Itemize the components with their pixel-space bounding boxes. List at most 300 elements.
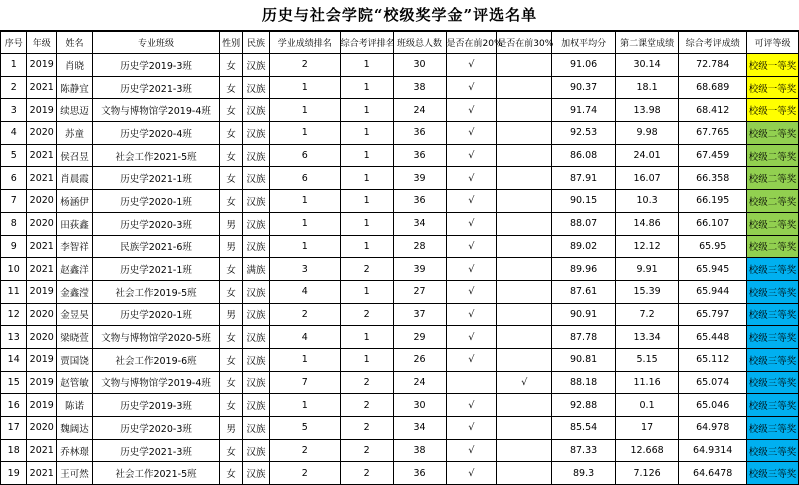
cell-top20: √ bbox=[446, 280, 497, 303]
header-cell: 民族 bbox=[243, 32, 269, 54]
cell-award-level: 校级三等奖 bbox=[747, 462, 799, 485]
cell-top30 bbox=[497, 167, 552, 190]
cell-class-size: 39 bbox=[393, 167, 446, 190]
cell-grade: 2019 bbox=[27, 99, 57, 122]
cell-class-size: 36 bbox=[393, 190, 446, 213]
cell-top30 bbox=[497, 235, 552, 258]
cell-grade: 2021 bbox=[27, 235, 57, 258]
table-row bbox=[1, 348, 799, 371]
page-title: 历史与社会学院“校级奖学金”评选名单 bbox=[0, 0, 799, 31]
header-cell: 序号 bbox=[1, 32, 27, 54]
cell-gender: 女 bbox=[220, 258, 243, 281]
cell-weighted-average: 92.53 bbox=[552, 122, 616, 145]
cell-name: 陈静宜 bbox=[57, 76, 93, 99]
cell-index: 2 bbox=[1, 76, 27, 99]
cell-top20: √ bbox=[446, 144, 497, 167]
cell-name: 肖晨霞 bbox=[57, 167, 93, 190]
cell-index: 19 bbox=[1, 462, 27, 485]
header-cell: 综合考评排名 bbox=[340, 32, 393, 54]
cell-top20: √ bbox=[446, 54, 497, 77]
table-row bbox=[1, 212, 799, 235]
cell-second-classroom-score: 13.98 bbox=[615, 99, 679, 122]
cell-overall-score: 68.412 bbox=[679, 99, 747, 122]
cell-second-classroom-score: 30.14 bbox=[615, 54, 679, 77]
cell-ethnicity: 汉族 bbox=[243, 417, 269, 440]
cell-gender: 女 bbox=[220, 348, 243, 371]
table-row bbox=[1, 326, 799, 349]
cell-overall-score: 67.459 bbox=[679, 144, 747, 167]
cell-ethnicity: 汉族 bbox=[243, 303, 269, 326]
table-row bbox=[1, 417, 799, 440]
cell-top30 bbox=[497, 190, 552, 213]
cell-overall-rank: 1 bbox=[340, 76, 393, 99]
cell-class-size: 36 bbox=[393, 122, 446, 145]
cell-top30 bbox=[497, 394, 552, 417]
cell-weighted-average: 90.15 bbox=[552, 190, 616, 213]
cell-second-classroom-score: 9.91 bbox=[615, 258, 679, 281]
cell-top20: √ bbox=[446, 348, 497, 371]
cell-grade: 2020 bbox=[27, 326, 57, 349]
cell-top30 bbox=[497, 212, 552, 235]
cell-ethnicity: 汉族 bbox=[243, 167, 269, 190]
header-cell: 专业班级 bbox=[93, 32, 220, 54]
cell-overall-rank: 2 bbox=[340, 258, 393, 281]
cell-index: 3 bbox=[1, 99, 27, 122]
cell-top20: √ bbox=[446, 462, 497, 485]
cell-award-level: 校级一等奖 bbox=[747, 99, 799, 122]
header-cell: 年级 bbox=[27, 32, 57, 54]
cell-academic-rank: 2 bbox=[269, 439, 340, 462]
cell-top30 bbox=[497, 54, 552, 77]
cell-overall-score: 66.195 bbox=[679, 190, 747, 213]
cell-overall-rank: 1 bbox=[340, 190, 393, 213]
cell-second-classroom-score: 7.126 bbox=[615, 462, 679, 485]
cell-name: 侯召昱 bbox=[57, 144, 93, 167]
cell-gender: 女 bbox=[220, 439, 243, 462]
cell-name: 梁晓萱 bbox=[57, 326, 93, 349]
cell-weighted-average: 87.78 bbox=[552, 326, 616, 349]
cell-weighted-average: 92.88 bbox=[552, 394, 616, 417]
cell-overall-rank: 2 bbox=[340, 439, 393, 462]
cell-overall-score: 65.945 bbox=[679, 258, 747, 281]
cell-top30 bbox=[497, 439, 552, 462]
cell-ethnicity: 汉族 bbox=[243, 212, 269, 235]
table-row bbox=[1, 54, 799, 77]
cell-name: 金昱昊 bbox=[57, 303, 93, 326]
cell-ethnicity: 汉族 bbox=[243, 371, 269, 394]
scholarship-table bbox=[0, 31, 799, 485]
cell-class-size: 29 bbox=[393, 326, 446, 349]
cell-ethnicity: 汉族 bbox=[243, 326, 269, 349]
cell-major-class: 文物与博物馆学2019-4班 bbox=[93, 371, 220, 394]
cell-award-level: 校级二等奖 bbox=[747, 144, 799, 167]
cell-academic-rank: 1 bbox=[269, 190, 340, 213]
cell-grade: 2019 bbox=[27, 280, 57, 303]
cell-class-size: 24 bbox=[393, 99, 446, 122]
cell-top20: √ bbox=[446, 212, 497, 235]
table-row bbox=[1, 190, 799, 213]
header-cell: 可评等级 bbox=[747, 32, 799, 54]
cell-gender: 女 bbox=[220, 144, 243, 167]
cell-weighted-average: 91.06 bbox=[552, 54, 616, 77]
cell-class-size: 27 bbox=[393, 280, 446, 303]
cell-weighted-average: 89.3 bbox=[552, 462, 616, 485]
cell-name: 苏童 bbox=[57, 122, 93, 145]
cell-gender: 女 bbox=[220, 167, 243, 190]
cell-academic-rank: 4 bbox=[269, 280, 340, 303]
cell-name: 魏阔达 bbox=[57, 417, 93, 440]
cell-class-size: 38 bbox=[393, 76, 446, 99]
cell-index: 17 bbox=[1, 417, 27, 440]
cell-gender: 男 bbox=[220, 212, 243, 235]
cell-academic-rank: 5 bbox=[269, 417, 340, 440]
cell-award-level: 校级二等奖 bbox=[747, 167, 799, 190]
cell-gender: 女 bbox=[220, 394, 243, 417]
cell-gender: 男 bbox=[220, 303, 243, 326]
table-row bbox=[1, 122, 799, 145]
cell-overall-score: 66.358 bbox=[679, 167, 747, 190]
cell-overall-score: 64.978 bbox=[679, 417, 747, 440]
cell-major-class: 历史学2020-3班 bbox=[93, 417, 220, 440]
cell-award-level: 校级三等奖 bbox=[747, 258, 799, 281]
cell-weighted-average: 90.37 bbox=[552, 76, 616, 99]
cell-academic-rank: 1 bbox=[269, 394, 340, 417]
cell-weighted-average: 91.74 bbox=[552, 99, 616, 122]
cell-top20: √ bbox=[446, 99, 497, 122]
cell-index: 6 bbox=[1, 167, 27, 190]
cell-weighted-average: 87.33 bbox=[552, 439, 616, 462]
cell-grade: 2019 bbox=[27, 54, 57, 77]
cell-overall-score: 65.448 bbox=[679, 326, 747, 349]
cell-major-class: 社会工作2019-5班 bbox=[93, 280, 220, 303]
cell-award-level: 校级三等奖 bbox=[747, 439, 799, 462]
header-cell: 加权平均分 bbox=[552, 32, 616, 54]
cell-gender: 女 bbox=[220, 326, 243, 349]
header-cell: 学业成绩排名 bbox=[269, 32, 340, 54]
cell-class-size: 36 bbox=[393, 144, 446, 167]
cell-second-classroom-score: 5.15 bbox=[615, 348, 679, 371]
cell-ethnicity: 满族 bbox=[243, 258, 269, 281]
cell-top20: √ bbox=[446, 167, 497, 190]
cell-award-level: 校级三等奖 bbox=[747, 303, 799, 326]
table-row bbox=[1, 439, 799, 462]
cell-index: 4 bbox=[1, 122, 27, 145]
cell-index: 10 bbox=[1, 258, 27, 281]
cell-weighted-average: 89.96 bbox=[552, 258, 616, 281]
cell-ethnicity: 汉族 bbox=[243, 280, 269, 303]
table-row bbox=[1, 235, 799, 258]
cell-index: 11 bbox=[1, 280, 27, 303]
cell-overall-rank: 1 bbox=[340, 212, 393, 235]
cell-ethnicity: 汉族 bbox=[243, 235, 269, 258]
cell-ethnicity: 汉族 bbox=[243, 122, 269, 145]
cell-major-class: 历史学2020-4班 bbox=[93, 122, 220, 145]
cell-top20 bbox=[446, 371, 497, 394]
cell-weighted-average: 89.02 bbox=[552, 235, 616, 258]
cell-major-class: 社会工作2021-5班 bbox=[93, 462, 220, 485]
cell-second-classroom-score: 10.3 bbox=[615, 190, 679, 213]
cell-top30 bbox=[497, 99, 552, 122]
cell-index: 7 bbox=[1, 190, 27, 213]
cell-weighted-average: 86.08 bbox=[552, 144, 616, 167]
cell-top20: √ bbox=[446, 394, 497, 417]
cell-academic-rank: 1 bbox=[269, 348, 340, 371]
cell-top30 bbox=[497, 417, 552, 440]
cell-class-size: 37 bbox=[393, 303, 446, 326]
cell-overall-score: 64.6478 bbox=[679, 462, 747, 485]
cell-grade: 2020 bbox=[27, 122, 57, 145]
cell-index: 15 bbox=[1, 371, 27, 394]
cell-award-level: 校级三等奖 bbox=[747, 371, 799, 394]
table-row bbox=[1, 99, 799, 122]
cell-top30 bbox=[497, 280, 552, 303]
cell-overall-rank: 2 bbox=[340, 371, 393, 394]
cell-top20: √ bbox=[446, 235, 497, 258]
table-row bbox=[1, 371, 799, 394]
cell-grade: 2019 bbox=[27, 348, 57, 371]
cell-ethnicity: 汉族 bbox=[243, 144, 269, 167]
cell-overall-rank: 1 bbox=[340, 348, 393, 371]
cell-weighted-average: 87.61 bbox=[552, 280, 616, 303]
cell-class-size: 24 bbox=[393, 371, 446, 394]
table-row bbox=[1, 76, 799, 99]
cell-weighted-average: 88.18 bbox=[552, 371, 616, 394]
cell-overall-score: 65.797 bbox=[679, 303, 747, 326]
cell-overall-rank: 1 bbox=[340, 99, 393, 122]
cell-academic-rank: 1 bbox=[269, 212, 340, 235]
cell-academic-rank: 1 bbox=[269, 99, 340, 122]
cell-top30 bbox=[497, 303, 552, 326]
cell-second-classroom-score: 7.2 bbox=[615, 303, 679, 326]
cell-name: 赵管敏 bbox=[57, 371, 93, 394]
cell-overall-score: 66.107 bbox=[679, 212, 747, 235]
cell-top30 bbox=[497, 122, 552, 145]
cell-weighted-average: 85.54 bbox=[552, 417, 616, 440]
cell-second-classroom-score: 18.1 bbox=[615, 76, 679, 99]
cell-weighted-average: 90.91 bbox=[552, 303, 616, 326]
cell-name: 乔林璟 bbox=[57, 439, 93, 462]
cell-ethnicity: 汉族 bbox=[243, 54, 269, 77]
table-row bbox=[1, 462, 799, 485]
cell-second-classroom-score: 12.668 bbox=[615, 439, 679, 462]
table-row bbox=[1, 280, 799, 303]
cell-academic-rank: 3 bbox=[269, 258, 340, 281]
header-cell: 综合考评成绩 bbox=[679, 32, 747, 54]
cell-ethnicity: 汉族 bbox=[243, 190, 269, 213]
cell-second-classroom-score: 17 bbox=[615, 417, 679, 440]
cell-award-level: 校级二等奖 bbox=[747, 212, 799, 235]
cell-overall-rank: 1 bbox=[340, 280, 393, 303]
cell-index: 12 bbox=[1, 303, 27, 326]
cell-second-classroom-score: 15.39 bbox=[615, 280, 679, 303]
cell-academic-rank: 1 bbox=[269, 235, 340, 258]
cell-academic-rank: 2 bbox=[269, 303, 340, 326]
cell-grade: 2020 bbox=[27, 212, 57, 235]
cell-overall-rank: 1 bbox=[340, 167, 393, 190]
cell-major-class: 文物与博物馆学2020-5班 bbox=[93, 326, 220, 349]
header-cell: 班级总人数 bbox=[393, 32, 446, 54]
cell-major-class: 文物与博物馆学2019-4班 bbox=[93, 99, 220, 122]
cell-overall-score: 67.765 bbox=[679, 122, 747, 145]
cell-name: 王可然 bbox=[57, 462, 93, 485]
cell-top20: √ bbox=[446, 417, 497, 440]
cell-overall-score: 65.95 bbox=[679, 235, 747, 258]
cell-overall-rank: 2 bbox=[340, 394, 393, 417]
table-row bbox=[1, 167, 799, 190]
cell-overall-score: 72.784 bbox=[679, 54, 747, 77]
header-cell: 第二课堂成绩 bbox=[615, 32, 679, 54]
cell-academic-rank: 2 bbox=[269, 462, 340, 485]
cell-second-classroom-score: 11.16 bbox=[615, 371, 679, 394]
cell-award-level: 校级三等奖 bbox=[747, 348, 799, 371]
cell-ethnicity: 汉族 bbox=[243, 348, 269, 371]
cell-class-size: 39 bbox=[393, 258, 446, 281]
cell-overall-rank: 1 bbox=[340, 54, 393, 77]
cell-award-level: 校级一等奖 bbox=[747, 54, 799, 77]
cell-gender: 女 bbox=[220, 371, 243, 394]
cell-overall-rank: 1 bbox=[340, 235, 393, 258]
cell-major-class: 历史学2021-3班 bbox=[93, 76, 220, 99]
cell-overall-score: 65.944 bbox=[679, 280, 747, 303]
cell-major-class: 历史学2021-1班 bbox=[93, 167, 220, 190]
cell-top20: √ bbox=[446, 303, 497, 326]
cell-academic-rank: 4 bbox=[269, 326, 340, 349]
cell-index: 1 bbox=[1, 54, 27, 77]
cell-second-classroom-score: 16.07 bbox=[615, 167, 679, 190]
cell-index: 18 bbox=[1, 439, 27, 462]
cell-top20: √ bbox=[446, 326, 497, 349]
cell-major-class: 历史学2020-1班 bbox=[93, 303, 220, 326]
cell-academic-rank: 1 bbox=[269, 122, 340, 145]
cell-ethnicity: 汉族 bbox=[243, 99, 269, 122]
cell-overall-score: 64.9314 bbox=[679, 439, 747, 462]
cell-top20: √ bbox=[446, 122, 497, 145]
cell-major-class: 历史学2019-3班 bbox=[93, 394, 220, 417]
cell-second-classroom-score: 12.12 bbox=[615, 235, 679, 258]
cell-award-level: 校级三等奖 bbox=[747, 394, 799, 417]
cell-ethnicity: 汉族 bbox=[243, 462, 269, 485]
cell-award-level: 校级一等奖 bbox=[747, 76, 799, 99]
cell-class-size: 34 bbox=[393, 212, 446, 235]
cell-academic-rank: 6 bbox=[269, 144, 340, 167]
cell-award-level: 校级三等奖 bbox=[747, 280, 799, 303]
cell-gender: 男 bbox=[220, 235, 243, 258]
cell-award-level: 校级三等奖 bbox=[747, 326, 799, 349]
cell-index: 13 bbox=[1, 326, 27, 349]
header-cell: 性别 bbox=[220, 32, 243, 54]
cell-top30: √ bbox=[497, 371, 552, 394]
cell-gender: 女 bbox=[220, 99, 243, 122]
table-row bbox=[1, 394, 799, 417]
cell-grade: 2021 bbox=[27, 167, 57, 190]
cell-grade: 2019 bbox=[27, 371, 57, 394]
cell-name: 肖晓 bbox=[57, 54, 93, 77]
cell-index: 8 bbox=[1, 212, 27, 235]
cell-grade: 2020 bbox=[27, 303, 57, 326]
cell-class-size: 26 bbox=[393, 348, 446, 371]
cell-index: 14 bbox=[1, 348, 27, 371]
cell-name: 杨涵伊 bbox=[57, 190, 93, 213]
cell-academic-rank: 7 bbox=[269, 371, 340, 394]
cell-grade: 2020 bbox=[27, 417, 57, 440]
table-row bbox=[1, 258, 799, 281]
cell-overall-score: 68.689 bbox=[679, 76, 747, 99]
cell-ethnicity: 汉族 bbox=[243, 439, 269, 462]
cell-overall-rank: 2 bbox=[340, 303, 393, 326]
cell-grade: 2021 bbox=[27, 144, 57, 167]
cell-class-size: 38 bbox=[393, 439, 446, 462]
table-row bbox=[1, 144, 799, 167]
cell-name: 陈诺 bbox=[57, 394, 93, 417]
header-cell: 是否在前20% bbox=[446, 32, 497, 54]
cell-award-level: 校级二等奖 bbox=[747, 235, 799, 258]
cell-weighted-average: 90.81 bbox=[552, 348, 616, 371]
cell-top30 bbox=[497, 258, 552, 281]
cell-overall-rank: 2 bbox=[340, 417, 393, 440]
cell-major-class: 历史学2021-3班 bbox=[93, 439, 220, 462]
cell-grade: 2019 bbox=[27, 394, 57, 417]
cell-index: 9 bbox=[1, 235, 27, 258]
cell-second-classroom-score: 13.34 bbox=[615, 326, 679, 349]
cell-overall-rank: 2 bbox=[340, 462, 393, 485]
cell-gender: 女 bbox=[220, 76, 243, 99]
header-cell: 姓名 bbox=[57, 32, 93, 54]
cell-gender: 女 bbox=[220, 462, 243, 485]
cell-top30 bbox=[497, 348, 552, 371]
cell-top30 bbox=[497, 326, 552, 349]
cell-gender: 女 bbox=[220, 54, 243, 77]
cell-major-class: 社会工作2019-6班 bbox=[93, 348, 220, 371]
cell-overall-rank: 1 bbox=[340, 144, 393, 167]
cell-gender: 女 bbox=[220, 122, 243, 145]
cell-class-size: 28 bbox=[393, 235, 446, 258]
cell-award-level: 校级二等奖 bbox=[747, 122, 799, 145]
cell-overall-score: 65.112 bbox=[679, 348, 747, 371]
cell-class-size: 34 bbox=[393, 417, 446, 440]
cell-name: 续思迈 bbox=[57, 99, 93, 122]
cell-weighted-average: 88.07 bbox=[552, 212, 616, 235]
cell-weighted-average: 87.91 bbox=[552, 167, 616, 190]
cell-academic-rank: 6 bbox=[269, 167, 340, 190]
cell-name: 田荻鑫 bbox=[57, 212, 93, 235]
cell-name: 李智祥 bbox=[57, 235, 93, 258]
cell-second-classroom-score: 14.86 bbox=[615, 212, 679, 235]
cell-top20: √ bbox=[446, 439, 497, 462]
header-row bbox=[1, 32, 799, 54]
cell-overall-rank: 1 bbox=[340, 122, 393, 145]
cell-gender: 女 bbox=[220, 190, 243, 213]
table-row bbox=[1, 303, 799, 326]
cell-overall-score: 65.074 bbox=[679, 371, 747, 394]
cell-class-size: 36 bbox=[393, 462, 446, 485]
cell-gender: 女 bbox=[220, 280, 243, 303]
cell-overall-score: 65.046 bbox=[679, 394, 747, 417]
table-body bbox=[1, 54, 799, 485]
cell-major-class: 历史学2019-3班 bbox=[93, 54, 220, 77]
cell-index: 16 bbox=[1, 394, 27, 417]
cell-name: 贾国饶 bbox=[57, 348, 93, 371]
cell-ethnicity: 汉族 bbox=[243, 394, 269, 417]
cell-top20: √ bbox=[446, 190, 497, 213]
cell-name: 赵鑫洋 bbox=[57, 258, 93, 281]
cell-second-classroom-score: 9.98 bbox=[615, 122, 679, 145]
cell-major-class: 社会工作2021-5班 bbox=[93, 144, 220, 167]
cell-major-class: 历史学2020-3班 bbox=[93, 212, 220, 235]
cell-top30 bbox=[497, 76, 552, 99]
cell-class-size: 30 bbox=[393, 54, 446, 77]
cell-top20: √ bbox=[446, 258, 497, 281]
cell-grade: 2021 bbox=[27, 439, 57, 462]
